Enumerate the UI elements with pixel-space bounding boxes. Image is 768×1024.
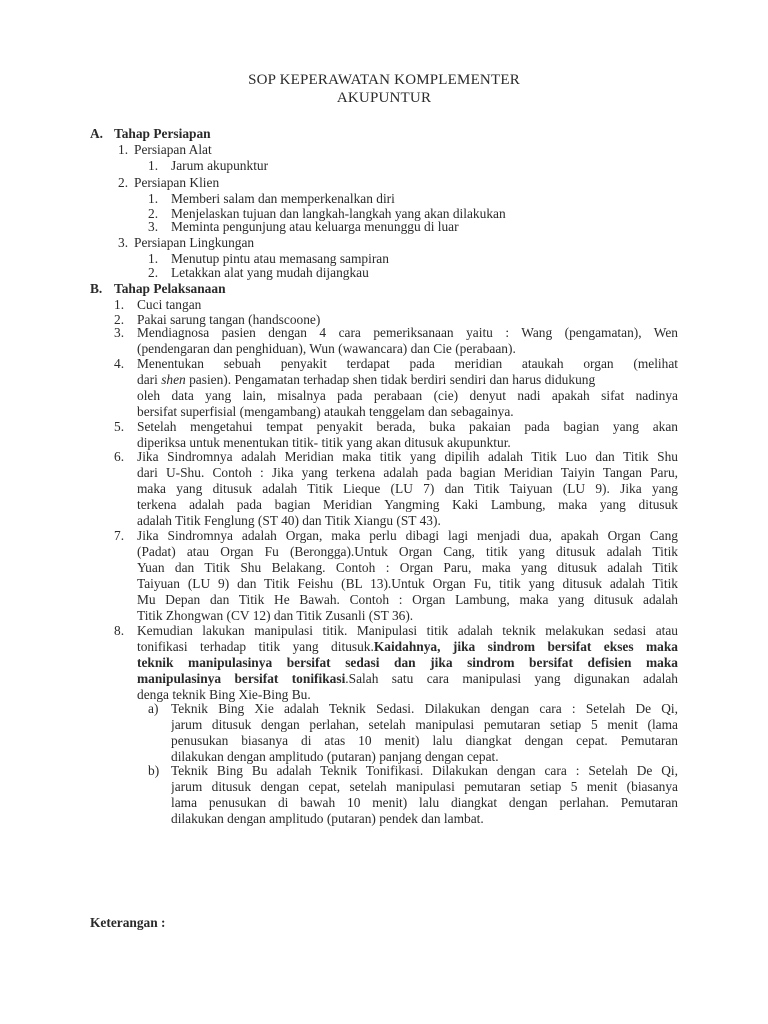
section-b-marker: B. <box>90 281 103 296</box>
document-title: SOP KEPERAWATAN KOMPLEMENTER <box>248 72 520 88</box>
group-3-item-2-marker: 2. <box>148 265 159 280</box>
sub-b-line: jarum ditusuk dengan cepat, setelah manipulasi pemutaran setiap 5 menit (biasanya <box>171 779 678 794</box>
group-3-label: Persiapan Lingkungan <box>134 235 255 250</box>
step-1-marker: 1. <box>114 297 125 312</box>
step-6-line: Jika Sindromnya adalah Meridian maka titik yang dipilih adalah Titik Luo dan Titik Shu <box>137 449 678 464</box>
step-8-line <box>137 671 678 687</box>
section-a-heading: Tahap Persiapan <box>114 126 211 141</box>
group-1-item-1-marker: 1. <box>148 158 159 173</box>
step-5-marker: 5. <box>114 419 125 434</box>
shen-term: shen <box>161 372 186 387</box>
sub-a-line: Teknik Bing Xie adalah Teknik Sedasi. Dilakukan dengan cara : Setelah De Qi, <box>171 701 678 716</box>
sub-a-line: jarum ditusuk dengan perlahan, setelah manipulasi pemutaran setiap 5 menit (lama <box>171 717 678 732</box>
step-4-line <box>137 372 678 388</box>
step-6-text <box>137 449 678 529</box>
step-7-line: (Padat) atau Organ Fu (Berongga).Untuk Organ Cang, titik yang ditusuk adalah Titik <box>137 544 678 559</box>
step-1-text: Cuci tangan <box>137 297 202 312</box>
step-4-line: Menentukan sebuah penyakit terdapat pada meridian ataukah organ (melihat <box>137 356 678 371</box>
step-4-line: oleh data yang lain, misalnya pada perabaan (cie) denyut nadi apakah sifat nadinya <box>137 388 678 403</box>
step-6-line: adalah Titik Fenglung (ST 40) dan Titik Xiangu (ST 43). <box>137 513 441 528</box>
step-3-text <box>137 325 678 357</box>
step-5-line: Setelah mengetahui tempat penyakit berada, buka pakaian pada bagian yang akan <box>137 419 678 434</box>
step-8-bold-run: manipulasinya bersifat tonifikasi <box>137 671 346 686</box>
step-7-text <box>137 528 678 624</box>
step-8-text <box>137 623 678 703</box>
step-8-line: teknik manipulasinya bersifat sedasi dan jika sindrom bersifat defisien maka <box>137 655 678 670</box>
group-2-item-1: Memberi salam dan memperkenalkan diri <box>171 191 395 206</box>
group-2-label: Persiapan Klien <box>134 175 220 190</box>
group-2-item-2-marker: 2. <box>148 206 159 221</box>
footer-keterangan: Keterangan : <box>90 915 166 930</box>
section-a-marker: A. <box>90 126 104 141</box>
group-2-item-3-marker: 3. <box>148 219 159 234</box>
group-2-marker: 2. <box>118 175 129 190</box>
group-1-label: Persiapan Alat <box>134 142 212 157</box>
sub-a-line: dilakukan dengan amplitudo (putaran) panjang dengan cepat. <box>171 749 499 764</box>
step-8-line <box>137 639 678 655</box>
step-2-marker: 2. <box>114 312 125 327</box>
group-1-marker: 1. <box>118 142 129 157</box>
step-5-line: diperiksa untuk menentukan titik- titik yang akan ditusuk akupunktur. <box>137 435 511 450</box>
step-6-line: maka yang ditusuk adalah Titik Lieque (LU 7) dan Titik Taiyuan (LU 9). Jika yang <box>137 481 678 496</box>
step-8-line: Kemudian lakukan manipulasi titik. Manipulasi titik adalah teknik melakukan sedasi atau <box>137 623 678 638</box>
step-8-marker: 8. <box>114 623 125 638</box>
step-3-line: (pendengaran dan penghiduan), Wun (wawancara) dan Cie (perabaan). <box>137 341 516 356</box>
step-6-line: terkena adalah pada bagian Meridian Yangming Kaki Lambung, maka yang ditusuk <box>137 497 678 512</box>
step-8-text-run: .Salah satu cara manipulasi yang digunakan adalah <box>345 671 678 686</box>
step-3-marker: 3. <box>114 325 125 340</box>
group-2-item-2: Menjelaskan tujuan dan langkah-langkah yang akan dilakukan <box>171 206 506 221</box>
group-2-item-1-marker: 1. <box>148 191 159 206</box>
step-5-text <box>137 419 678 451</box>
document-subtitle: AKUPUNTUR <box>336 90 432 106</box>
step-4-text-run: pasien). Pengamatan terhadap shen tidak berdiri sendiri dan harus didukung <box>189 372 596 387</box>
step-2-text: Pakai sarung tangan (handscoone) <box>137 312 321 327</box>
sub-b-line: lama penusukan di bawah 10 menit) lalu diangkat dengan perlahan. Pemutaran <box>171 795 678 810</box>
step-7-line: Jika Sindromnya adalah Organ, maka perlu dibagi lagi menjadi dua, apakah Organ Cang <box>137 528 678 543</box>
sub-b-line: dilakukan dengan amplitudo (putaran) pendek dan lambat. <box>171 811 484 826</box>
step-4-line: bersifat superfisial (mengambang) ataukah tenggelam dan sebagainya. <box>137 404 514 419</box>
step-8-bold-run: Kaidahnya, jika sindrom bersifat ekses maka <box>373 639 678 654</box>
sub-a-text <box>171 701 678 765</box>
group-2-item-3: Meminta pengunjung atau keluarga menunggu di luar <box>171 219 459 234</box>
step-4-marker: 4. <box>114 356 125 371</box>
sub-a-line: penusukan biasanya di atas 10 menit) lalu diangkat dengan cepat. Pemutaran <box>171 733 678 748</box>
step-7-line: Yuan dan Titik Shu Belakang. Contoh : Organ Paru, maka yang ditusuk adalah Titik <box>137 560 678 575</box>
step-7-line: Taiyuan (LU 9) dan Titik Feishu (BL 13).Untuk Organ Fu, titik yang ditusuk adalah Titik <box>137 576 678 591</box>
group-3-item-1-marker: 1. <box>148 251 159 266</box>
sub-b-marker: b) <box>148 763 160 778</box>
step-4-text <box>137 356 678 420</box>
step-6-line: dari U-Shu. Contoh : Jika yang terkena adalah pada bagian Meridian Taiyin Tangan Paru, <box>137 465 678 480</box>
step-7-marker: 7. <box>114 528 125 543</box>
step-3-line: Mendiagnosa pasien dengan 4 cara pemeriksanaan yaitu : Wang (pengamatan), Wen <box>137 325 678 340</box>
group-3-item-2: Letakkan alat yang mudah dijangkau <box>171 265 369 280</box>
step-4-text-run: dari <box>137 372 158 387</box>
step-7-line: Mu Depan dan Titik He Bawah. Contoh : Organ Lambung, maka yang ditusuk adalah <box>137 592 678 607</box>
section-b-heading: Tahap Pelaksanaan <box>114 281 226 296</box>
step-6-marker: 6. <box>114 449 125 464</box>
sub-b-text <box>171 763 678 827</box>
group-1-item-1: Jarum akupunktur <box>171 158 269 173</box>
sub-a-marker: a) <box>148 701 159 716</box>
sub-b-line: Teknik Bing Bu adalah Teknik Tonifikasi. Dilakukan dengan cara : Setelah De Qi, <box>171 763 678 778</box>
step-8-text-run: tonifikasi terhadap titik yang ditusuk. <box>137 639 374 654</box>
step-8-line: denga teknik Bing Xie-Bing Bu. <box>137 687 311 702</box>
group-3-marker: 3. <box>118 235 129 250</box>
step-7-line: Titik Zhongwan (CV 12) dan Titik Zusanli (ST 36). <box>137 608 414 623</box>
group-3-item-1: Menutup pintu atau memasang sampiran <box>171 251 389 266</box>
